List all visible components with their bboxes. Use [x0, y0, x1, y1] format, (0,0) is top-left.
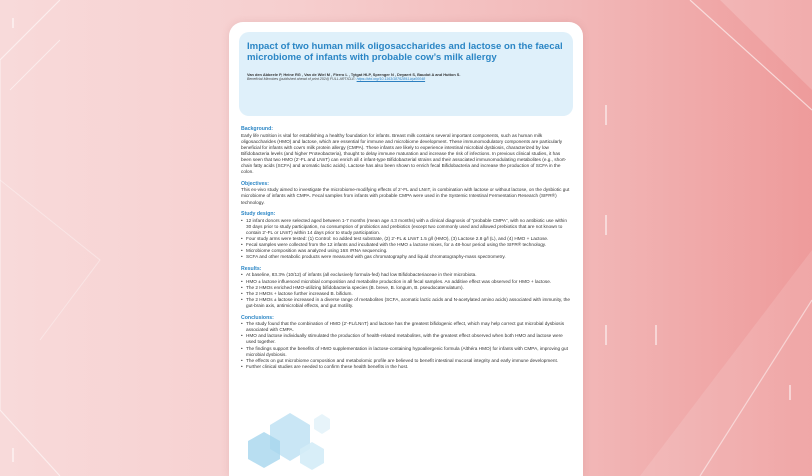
- list-item: • SCFA and other metabolic products were measured with gas chromatography and liquid chromatography-mass spectrometry.: [241, 254, 571, 260]
- study-design-list: [241, 218, 571, 261]
- list-item: • The 2 HMOs enriched HMO-utilizing bifidobacteria species (B. breve, B. longum, B. pseudocatenulatum).: [241, 285, 571, 291]
- list-item: • Microbiome composition was analyzed using 16S rRNA sequencing.: [241, 248, 571, 254]
- left-arrow-outline: [0, 0, 60, 476]
- citation-prefix: Beneficial Microbes (published ahead of print 2024) FULL ARTICLE:: [247, 76, 356, 81]
- list-item: • The 2 HMOs + lactose further increased B. bifidum.: [241, 291, 571, 297]
- list-item: • HMO ± lactose influenced microbial composition and metabolite production in all fecal samples. An additive effect was observed for HMO + lactose.: [241, 279, 571, 285]
- hexagon-decoration: [230, 405, 340, 476]
- poster-title: Impact of two human milk oligosaccharides and lactose on the faecal microbiome of infants with probable cow’s milk allergy: [247, 41, 563, 64]
- list-item: • Four study arms were tested: (1) Control: no added test substrate, (2) 2’-FL & LNnT 1.5 g/l (HMO), (3) Lactose 2.8 g/l (L), and (4) HMO + Lactose.: [241, 236, 571, 242]
- list-item: • The study found that the combination of HMO (2’-FL/LNnT) and lactose has the greatest bifidogenic effect, which may help correct gut microbial dysbiosis associated with CMPA.: [241, 321, 571, 333]
- list-item: • Further clinical studies are needed to confirm these health benefits in the host.: [241, 364, 571, 370]
- objectives-text: This ex-vivo study aimed to investigate the microbiome-modifying effects of 2’-FL and LNnT, in combination with lactose or without lactose, on the dysbiotic gut microbiome of infants with CMPA. Fecal samples from infants with probable CMPA were used in the Systemic Intestinal Fermentation Research (SIFR®) technology.: [241, 187, 570, 205]
- right-light-band: [720, 0, 812, 90]
- left-chevron-inner: [10, 40, 60, 90]
- poster-body: [241, 126, 571, 370]
- right-light-band-2: [640, 250, 812, 476]
- conclusions-heading: Conclusions:: [241, 314, 274, 321]
- study-design-heading: Study design:: [241, 211, 276, 218]
- list-item: • HMO and lactose individually stimulated the production of health-related metabolites, with the greatest effect observed when both HMO and lactose were used together.: [241, 333, 571, 345]
- background-text: Early life nutrition is vital for establishing a healthy foundation for infants. Breast milk contains several important components, such as human milk oligosaccharides (HMO) and lactose, which are essential for immune and microbiome development. These immunomodulatory components are particularly beneficial for infants with cow’s milk protein allergy (CMPA). These infants are likely to experience intestinal microbial dysbiosis, characterized by low Bifidobacteria levels (and higher Proteobacteria), thought to delay immune maturation and increase the risk of infections. In previous clinical studies, it has been seen that two HMO (2’-FL and LNnT) can enrich all 4 infant-type Bifidobacterial strains and their associated immunomodulating metabolites (e.g., short-chain fatty acids (SCFA) and aromatic lactic acids). Lactose has also been shown to enrich fecal Bifidobacteria and increase the production of SCFA in the colon.: [241, 132, 567, 175]
- citation-link[interactable]: https://doi.org/10.1163/18762891-bja00048: [356, 76, 426, 81]
- left-chevron-lower: [0, 180, 100, 340]
- list-item: • The 2 HMOs ± lactose increased in a diverse range of metabolites (SCFA, aromatic lactic acids and N-acetylated amino acids) associated with immunity, the gut-brain axis, antimicrobial effects, and gut motility.: [241, 297, 571, 309]
- poster-header: [239, 32, 573, 116]
- list-item: • The findings support the benefits of HMO supplementation in lactose-containing hypoallergenic formula (Althéra HMO) for infants with CMPA, improving gut microbial dysbiosis.: [241, 346, 571, 358]
- list-item: • The effects on gut microbiome composition and metabolomic profile are believed to benefit intestinal mucosal integrity and early immune development.: [241, 358, 571, 364]
- results-heading: Results:: [241, 265, 262, 272]
- conclusions-list: [241, 321, 571, 370]
- list-item: • At baseline, 83.3% (10/12) of infants (all exclusively formula-fed) had low Bifidobacteriaceae in their microbiota.: [241, 272, 571, 278]
- results-list: [241, 272, 571, 309]
- objectives-heading: Objectives:: [241, 180, 269, 187]
- poster-citation: [247, 77, 565, 82]
- poster-authors: Van den Abbeele P, Heine RG , Van de Wiel M , Fierro L , Tytgat HLP, Sprenger N , Deyaert S, Baudot A and Hutton S.: [247, 71, 461, 77]
- background-heading: Background:: [241, 126, 273, 132]
- list-item: • Fecal samples were collected from the 12 infants and incubated with the HMO ± lactose mixes, for a 48-hour period using the SIFR® technology.: [241, 242, 571, 248]
- hexagon-tiny: [314, 414, 330, 434]
- list-item: • 12 infant donors were selected aged between 1-7 months (mean age 4.3 months) with a clinical diagnosis of “probable CMPA”, with no antibiotic use within 30 days prior to study participation, no consumption of probiotics and prebiotics (except two commonly used and allowed prebiotics that are not known to contain 2’-FL or LNnT) within 14 days prior to study participation.: [241, 218, 571, 236]
